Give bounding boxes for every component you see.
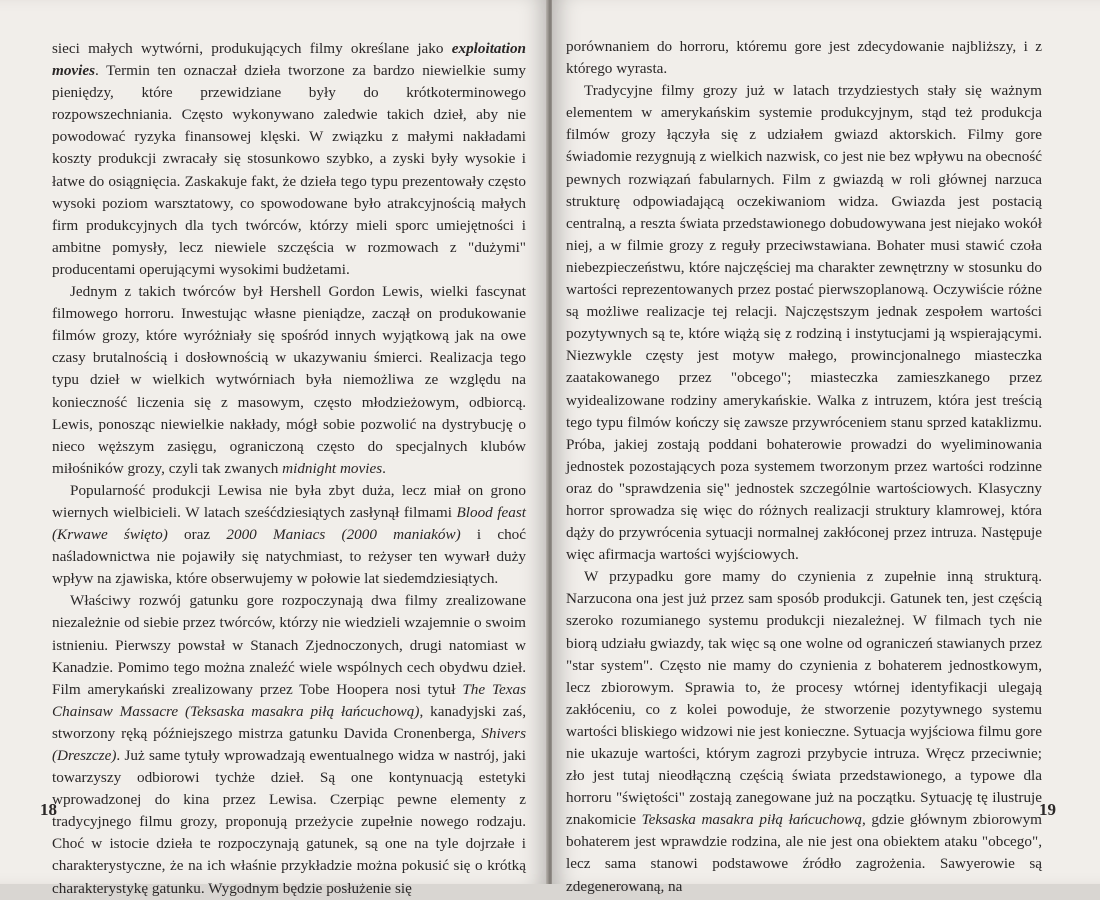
text-run: i choć naśladownictwa nie pojawiły się natychmiast, to reżyser ten wywarł duży wpływ na zjawiska, które obserwujemy w połowie lat siedemdziesiątych. xyxy=(52,526,527,588)
paragraph xyxy=(566,36,1042,80)
right-page-text xyxy=(566,36,1042,898)
text-run: Tradycyjne filmy grozy już w latach trzydziestych stały się ważnym elementem w amerykańskim systemie produkcyjnym, stąd też produkcja filmów grozy łączyła się z udziałem gwiazd aktorskich. Filmy gore świadomie rezygnują z wielkich nazwisk, co jest nie bez wpływu na obecność pewnych rozwiązań fabularnych. Film z gwiazdą w roli głównej narzuca strukturę odpowiadającą oczekiwaniom widza. Gwiazda jest postacią centralną, a reszta świata przedstawionego dobudowywana jest niejako wokół niej, a w filmie grozy z reguły przeciwstawiana. Bohater musi stawić czoła niebezpieczeństwu, które najczęściej ma charakter zewnętrzny w stosunku do wartości reprezentowanych przez postać pierwszoplanową. Oczywiście różne są możliwe realizacje tej relacji. Najczęstszym jednak zespołem wartości pozytywnych są te, które wiążą się z rodziną i instytucjami ją wspierającymi. Niezwykle częsty jest motyw małego, prowincjonalnego miasteczka zaatakowanego przez "obcego"; miasteczka zamieszkanego przez wyidealizowane rodziny amerykańskie. Walka z intruzem, która jest treścią tego typu filmów kończy się zawsze przywróceniem stanu sprzed kataklizmu. Próba, jakiej zostają poddani bohaterowie prowadzi do wyeliminowania jednostek pozostających poza systemem tworzonym przez wartości rodzinne oraz do "sprawdzenia się" jednostek szczególnie wartościowych. Klasyczny horror sprowadza się więc do różnych realizacji struktury klamrowej, która dąży do przywrócenia sytuacji normalnej zakłóconej przez intruza. Następuje więc afirmacja wartości wyjściowych. xyxy=(566,82,1042,564)
text-run: porównaniem do horroru, któremu gore jest zdecydowanie najbliższy, i z którego wyrasta. xyxy=(566,38,1042,78)
italic-title-run: midnight movies xyxy=(282,459,383,477)
italic-title-run: exploitation movies xyxy=(52,40,526,80)
text-run: Właściwy rozwój gatunku gore rozpoczynają dwa filmy zrealizowane niezależnie od siebie przez twórców, którzy nie wiedzieli wzajemnie o swoim istnieniu. Pierwszy powstał w Stanach Zjednoczonych, drugi natomiast w Kanadzie. Pomimo tego można znaleźć wiele wspólnych cech obydwu dzieł. Film amerykański zrealizowany przez Tobe Hoopera nosi tytuł xyxy=(52,592,526,698)
text-run: . xyxy=(382,459,386,477)
left-page-text xyxy=(52,38,526,900)
italic-title-run: Shivers (Dreszcze) xyxy=(52,724,526,764)
paragraph xyxy=(566,566,1042,897)
text-run: sieci małych wytwórni, produkujących filmy określane jako xyxy=(52,40,452,57)
paragraph xyxy=(52,38,526,281)
right-page-number: 19 xyxy=(1039,800,1056,819)
left-page-number: 18 xyxy=(40,800,57,819)
text-run: Jednym z takich twórców był Hershell Gordon Lewis, wielki fascynat filmowego horroru. Inwestując własne pieniądze, zaczął on produkowanie filmów grozy, które wyróżniały się spośród innych wyjątkową jak na owe czasy brutalnością i dosłownością w ukazywaniu śmierci. Realizacja tego typu dzieł w wielkich wytwórniach była niemożliwa ze względu na konieczność liczenia się z masowym, często młodzieżowym, odbiorcą. Lewis, ponosząc niewielkie nakłady, mógł sobie pozwolić na dystrybucję o nieco węższym zasięgu, ograniczoną często do specjalnych klubów miłośników grozy, czyli tak zwanych xyxy=(52,283,526,477)
text-run: oraz xyxy=(167,526,227,544)
italic-title-run: The Texas Chainsaw Massacre (Teksaska masakra piłą łańcuchową) xyxy=(52,680,526,720)
paragraph xyxy=(52,281,526,480)
right-page xyxy=(552,0,1100,895)
italic-title-run: Blood feast (Krwawe święto) xyxy=(52,503,526,544)
italic-title-run: Teksaska masakra piłą łańcuchową xyxy=(641,811,862,829)
paragraph xyxy=(566,80,1042,566)
text-run: W przypadku gore mamy do czynienia z zupełnie inną strukturą. Narzucona ona jest już przez sam sposób produkcji. Gatunek ten, jest częścią szeroko rozumianego systemu produkcji niezależnej. W filmach tych nie biorą udziału gwiazdy, tak więc są one wolne od ograniczeń stawianych przez "star system". Często nie mamy do czynienia z bohaterem jednostkowym, lecz zbiorowym. Sprawia to, że procesy wtórnej identyfikacji ulegają zakłóceniu, co z kolei powoduje, że stworzenie pozytywnego systemu wartości bliskiego widzowi nie jest konieczne. Sytuacja wyjściowa filmu gore nie ukazuje wartości, którym zagrozi przybycie intruza. Wręcz przeciwnie; zło jest tutaj nieodłączną częścią świata przedstawionego, a typowe dla horroru "świętości" zostają zanegowane już na początku. Sytuację tę ilustruje znakomicie xyxy=(566,568,1042,829)
paragraph xyxy=(52,480,526,590)
text-run: , gdzie głównym zbiorowym bohaterem jest wprawdzie rodzina, ale nie jest ona obiektem ataku "obcego", lecz sama stanowi podstawowe źródło zagrożenia. Sawyerowie są zdegenerowaną, na xyxy=(566,811,1042,895)
text-run: . Termin ten oznaczał dzieła tworzone za bardzo niewielkie sumy pieniędzy, które przewidziane były do krótkoterminowego rozpowszechniania. Często wykonywano zaledwie takich dzieł, aby nie powodować ryzyka finansowej klęski. W związku z małymi nakładami koszty produkcji zwracały się stosunkowo szybko, a zyski były wysokie i łatwe do osiągnięcia. Zaskakuje fakt, że dzieła tego typu prezentowały często wysoki poziom warsztatowy, co spowodowane było atrakcyjnością małych firm produkcyjnych dla tych twórców, którzy mieli sporc umiejętności i ambitne pomysły, lecz niewiele szczęścia w rozmowach z "dużymi" producentami operującymi wysokimi budżetami. xyxy=(52,62,526,278)
paragraph xyxy=(52,590,526,899)
italic-title-run: 2000 Maniacs (2000 maniaków) xyxy=(226,526,461,544)
text-run: . Już same tytuły wprowadzają ewentualnego widza w nastrój, jaki towarzyszy odbiorowi tychże dzieł. Są one kontynuacją estetyki wprowadzonej do kina przez Lewisa. Czerpiąc pewne elementy z tradycyjnego filmu grozy, proponują przeżycie zupełnie nowego rodzaju. Choć w istocie dzieła te rozpoczynają gatunek, są one na tyle dojrzałe i charakterystyczne, że na ich właśnie przykładzie można pokusić się o krótką charakterystykę gatunku. Wygodnym będzie posłużenie się xyxy=(52,747,526,897)
text-run: , kanadyjski zaś, stworzony ręką późniejszego mistrza gatunku Davida Cronenberga, xyxy=(52,702,527,742)
left-page xyxy=(0,0,548,897)
text-run: Popularność produkcji Lewisa nie była zbyt duża, lecz miał on grono wiernych wielbicieli. W latach sześćdziesiątych zasłynął filmami xyxy=(52,481,526,521)
